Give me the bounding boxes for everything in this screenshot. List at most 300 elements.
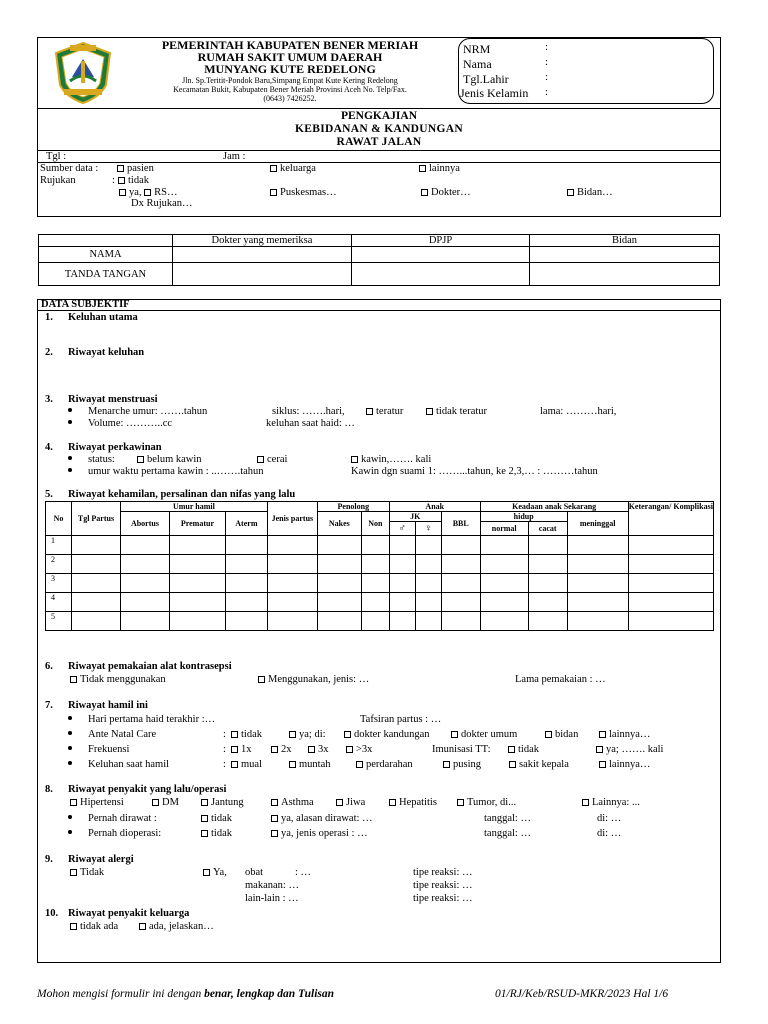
s2-title: Riwayat keluhan <box>68 347 145 358</box>
checkbox[interactable] <box>203 869 210 876</box>
th-jk: JK <box>389 512 441 522</box>
s6-lama: Lama pemakaian : … <box>515 674 606 685</box>
s8-opt-label: Jiwa <box>346 797 366 808</box>
s6-menggunakan-label: Menggunakan, jenis: … <box>268 674 370 685</box>
table-row <box>46 574 714 593</box>
checkbox[interactable] <box>443 761 450 768</box>
s7-anc-lain[interactable] <box>599 729 650 740</box>
s7-frek: Frekuensi <box>88 744 130 755</box>
table-cell[interactable] <box>441 536 480 555</box>
rujukan-bidan[interactable] <box>567 187 613 198</box>
table-cell[interactable] <box>361 593 389 612</box>
table-cell[interactable] <box>441 612 480 631</box>
s3-lama: lama: ………hari, <box>540 406 617 417</box>
table-cell[interactable] <box>71 612 120 631</box>
checkbox[interactable] <box>257 456 264 463</box>
table-cell[interactable] <box>225 555 267 574</box>
table-cell[interactable] <box>389 593 415 612</box>
checkbox[interactable] <box>346 746 353 753</box>
s7-tafsiran: Tafsiran partus : … <box>360 714 442 725</box>
table-row <box>46 593 714 612</box>
s9-tipe2: tipe reaksi: … <box>413 880 473 891</box>
table-cell[interactable] <box>317 536 361 555</box>
sumber-pasien-label: pasien <box>127 163 154 174</box>
sign-cell[interactable] <box>530 247 720 263</box>
checkbox[interactable] <box>567 189 574 196</box>
table-cell[interactable] <box>169 593 225 612</box>
s9-num: 9. <box>45 854 53 865</box>
table-cell[interactable] <box>528 536 567 555</box>
s4-cerai-label: cerai <box>267 454 288 465</box>
s7-kel-sep: : <box>223 759 226 770</box>
sign-row-ttd: TANDA TANGAN <box>39 263 173 286</box>
s7-lain[interactable] <box>599 759 650 770</box>
s8-opt-label: Asthma <box>281 797 314 808</box>
nrm-sep: : <box>545 41 549 53</box>
s8-dirawat-ya[interactable] <box>271 813 373 824</box>
sign-cell[interactable] <box>352 263 530 286</box>
table-cell[interactable] <box>225 574 267 593</box>
th-abortus: Abortus <box>120 512 169 536</box>
table-cell[interactable] <box>317 574 361 593</box>
table-cell[interactable] <box>169 536 225 555</box>
s7-anc-bidan[interactable] <box>545 729 578 740</box>
jam-label: Jam : <box>223 151 246 162</box>
s7-muntah-label: muntah <box>299 759 331 770</box>
rujukan-dokter[interactable] <box>421 187 471 198</box>
sign-cell[interactable] <box>173 263 352 286</box>
checkbox[interactable] <box>152 799 159 806</box>
footer-note-b: benar, lengkap dan Tulisan <box>204 988 335 1000</box>
sumber-keluarga[interactable] <box>270 163 316 174</box>
checkbox[interactable] <box>426 408 433 415</box>
s9-ya-label: Ya, <box>213 867 227 878</box>
table-cell[interactable] <box>267 612 317 631</box>
table-cell[interactable] <box>361 612 389 631</box>
s3-volume: Volume: ………..cc <box>88 418 173 429</box>
s7-imun-ya[interactable] <box>596 744 663 755</box>
table-row <box>46 536 714 555</box>
table-cell[interactable] <box>567 555 628 574</box>
table-cell[interactable] <box>415 612 441 631</box>
bullet <box>68 468 72 472</box>
s3-siklus: siklus: …….hari, <box>272 406 345 417</box>
row-no: 3 <box>46 574 72 593</box>
checkbox[interactable] <box>201 799 208 806</box>
checkbox[interactable] <box>258 676 265 683</box>
s8-tgl1: tanggal: … <box>484 813 531 824</box>
s8-operasi-ya[interactable] <box>271 828 368 839</box>
checkbox[interactable] <box>509 761 516 768</box>
s6-tidak[interactable] <box>70 674 166 685</box>
s7-anc-ya[interactable] <box>289 729 326 740</box>
table-cell[interactable] <box>120 536 169 555</box>
table-cell[interactable] <box>480 536 528 555</box>
th-meninggal: meninggal <box>567 512 628 536</box>
s7-num: 7. <box>45 700 53 711</box>
checkbox[interactable] <box>70 869 77 876</box>
s9-obat-sep: : … <box>295 867 312 878</box>
table-cell[interactable] <box>480 593 528 612</box>
checkbox[interactable] <box>70 799 77 806</box>
s8-bullet-1 <box>68 813 72 824</box>
s8-dirawat: Pernah dirawat : <box>88 813 157 824</box>
s7-anc-tidak[interactable] <box>231 729 262 740</box>
table-cell[interactable] <box>567 593 628 612</box>
row-no: 4 <box>46 593 72 612</box>
s7-mual[interactable] <box>231 759 262 770</box>
subjektif-title: DATA SUBJEKTIF <box>41 299 130 310</box>
table-cell[interactable] <box>225 612 267 631</box>
s7-imun: Imunisasi TT: <box>432 744 491 755</box>
s7-imun-tidak[interactable] <box>508 744 539 755</box>
s4-kawin[interactable] <box>351 454 431 465</box>
sign-header-dpjp: DPJP <box>352 235 530 247</box>
checkbox[interactable] <box>201 815 208 822</box>
table-cell[interactable] <box>480 574 528 593</box>
table-cell[interactable] <box>628 574 713 593</box>
s7-bullet-1 <box>68 714 72 725</box>
table-cell[interactable] <box>317 593 361 612</box>
s8-di1: di: … <box>597 813 622 824</box>
title-line-1: PENGKAJIAN <box>340 110 418 122</box>
checkbox[interactable] <box>508 746 515 753</box>
table-cell[interactable] <box>71 593 120 612</box>
table-cell[interactable] <box>361 555 389 574</box>
title-line-3: RAWAT JALAN <box>336 136 422 148</box>
rujukan-tidak[interactable] <box>118 175 149 186</box>
table-cell[interactable] <box>441 593 480 612</box>
s7-perd[interactable] <box>356 759 413 770</box>
rujukan-label: Rujukan <box>40 175 76 186</box>
table-cell[interactable] <box>528 593 567 612</box>
s7-f4-label: >3x <box>356 744 373 755</box>
header-line-3: MUNYANG KUTE REDELONG <box>204 62 376 76</box>
bullet <box>68 456 72 460</box>
s9-tidak[interactable] <box>70 867 104 878</box>
s7-kel: Keluhan saat hamil <box>88 759 170 770</box>
s7-bullet-2 <box>68 729 72 740</box>
rujukan-ya-label: ya, <box>129 187 142 198</box>
bullet <box>68 408 72 412</box>
s7-lain-label: lainnya… <box>609 759 651 770</box>
s7-anc-tidak-label: tidak <box>241 729 262 740</box>
checkbox[interactable] <box>270 165 277 172</box>
bullet <box>68 420 72 424</box>
s3-bullet-2 <box>68 418 72 429</box>
sumber-lainnya[interactable] <box>419 163 460 174</box>
s8-tgl2: tanggal: … <box>484 828 531 839</box>
s3-tidak-teratur-label: tidak teratur <box>436 406 488 417</box>
checkbox[interactable] <box>70 923 77 930</box>
table-cell[interactable] <box>480 555 528 574</box>
table-cell[interactable] <box>415 593 441 612</box>
table-cell[interactable] <box>441 574 480 593</box>
checkbox[interactable] <box>336 799 343 806</box>
checkbox[interactable] <box>344 731 351 738</box>
s8-lainnya[interactable] <box>582 797 640 808</box>
th-jenis-partus: Jenis partus <box>267 502 317 536</box>
s7-bullet-3 <box>68 744 72 755</box>
s2-num: 2. <box>45 347 53 358</box>
table-cell[interactable] <box>71 555 120 574</box>
s5-num: 5. <box>45 489 53 500</box>
s10-tidak[interactable] <box>70 921 118 932</box>
checkbox[interactable] <box>599 731 606 738</box>
table-cell[interactable] <box>415 555 441 574</box>
header-address-1: Jln. Sp.Teritit-Pondok Baru,Simpang Empat Kute Kering Redelong <box>182 76 398 85</box>
s7-anc-dk-label: dokter kandungan <box>354 729 430 740</box>
checkbox[interactable] <box>289 731 296 738</box>
table-cell[interactable] <box>361 536 389 555</box>
table-cell[interactable] <box>361 574 389 593</box>
table-cell[interactable] <box>71 536 120 555</box>
table-cell[interactable] <box>120 555 169 574</box>
s8-opt-label: Jantung <box>211 797 244 808</box>
checkbox[interactable] <box>70 676 77 683</box>
sign-cell[interactable] <box>530 263 720 286</box>
s7-imun-tidak-label: tidak <box>518 744 539 755</box>
th-tgl-partus: Tgl Partus <box>71 502 120 536</box>
s7-f1[interactable] <box>231 744 252 755</box>
table-cell[interactable] <box>628 536 713 555</box>
s4-kawin-label: kawin,……. kali <box>361 454 432 465</box>
checkbox[interactable] <box>582 799 589 806</box>
s4-bullet-2 <box>68 466 72 477</box>
s7-anc-dk[interactable] <box>344 729 430 740</box>
s4-suami: Kawin dgn suami 1: ……...tahun, ke 2,3,… : ………tahun <box>351 466 598 477</box>
checkbox[interactable] <box>139 923 146 930</box>
s7-anc-ya-label: ya; di: <box>299 729 326 740</box>
checkbox[interactable] <box>421 189 428 196</box>
checkbox[interactable] <box>289 761 296 768</box>
s8-dirawat-tidak-label: tidak <box>211 813 232 824</box>
table-cell[interactable] <box>628 593 713 612</box>
tgl-lahir-sep: : <box>545 71 549 83</box>
s3-num: 3. <box>45 394 53 405</box>
th-bbl: BBL <box>441 512 480 536</box>
s4-cerai[interactable] <box>257 454 287 465</box>
checkbox[interactable] <box>201 830 208 837</box>
checkbox[interactable] <box>271 815 278 822</box>
s8-num: 8. <box>45 784 53 795</box>
checkbox[interactable] <box>137 456 144 463</box>
s8-hepatitis[interactable] <box>389 797 437 808</box>
table-cell[interactable] <box>225 593 267 612</box>
checkbox[interactable] <box>451 731 458 738</box>
s8-asthma[interactable] <box>271 797 314 808</box>
th-keterangan: Keterangan/ Komplikasi <box>628 502 713 536</box>
hospital-logo <box>50 41 116 105</box>
th-umur-hamil: Umur hamil <box>120 502 267 512</box>
checkbox[interactable] <box>231 761 238 768</box>
th-prematur: Prematur <box>169 512 225 536</box>
table-cell[interactable] <box>317 555 361 574</box>
tgl-lahir-label: Tgl.Lahir <box>463 72 509 86</box>
s9-tipe3: tipe reaksi: … <box>413 893 473 904</box>
table-cell[interactable] <box>169 612 225 631</box>
s7-f2-label: 2x <box>281 744 292 755</box>
checkbox[interactable] <box>457 799 464 806</box>
s6-tidak-label: Tidak menggunakan <box>80 674 166 685</box>
rujukan-ya[interactable] <box>119 187 178 198</box>
nama-sep: : <box>545 56 549 68</box>
table-cell[interactable] <box>528 555 567 574</box>
th-hidup: hidup <box>480 512 567 522</box>
checkbox[interactable] <box>545 731 552 738</box>
table-cell[interactable] <box>480 612 528 631</box>
s8-dm[interactable] <box>152 797 179 808</box>
s4-num: 4. <box>45 442 53 453</box>
s10-ada[interactable] <box>139 921 214 932</box>
s4-belum[interactable] <box>137 454 202 465</box>
s3-tidak-teratur[interactable] <box>426 406 487 417</box>
checkbox[interactable] <box>119 189 126 196</box>
s8-opt-label: Tumor, di... <box>467 797 517 808</box>
checkbox[interactable] <box>117 165 124 172</box>
s8-jantung[interactable] <box>201 797 244 808</box>
s1-num: 1. <box>45 312 53 323</box>
table-cell[interactable] <box>567 574 628 593</box>
checkbox[interactable] <box>308 746 315 753</box>
table-cell[interactable] <box>267 593 317 612</box>
s7-f4[interactable] <box>346 744 372 755</box>
table-cell[interactable] <box>389 612 415 631</box>
table-cell[interactable] <box>169 555 225 574</box>
s9-ya[interactable] <box>203 867 227 878</box>
s4-umur: umur waktu pertama kawin : ..…….tahun <box>88 466 264 477</box>
s8-jiwa[interactable] <box>336 797 365 808</box>
dx-rujukan: Dx Rujukan… <box>131 198 193 209</box>
th-keadaan: Keadaan anak Sekarang <box>480 502 628 512</box>
s9-lain: lain-lain : … <box>245 893 299 904</box>
checkbox[interactable] <box>419 165 426 172</box>
s4-belum-label: belum kawin <box>147 454 202 465</box>
s3-teratur[interactable] <box>366 406 403 417</box>
rujukan-tidak-label: tidak <box>128 175 149 186</box>
sign-cell[interactable] <box>173 247 352 263</box>
checkbox[interactable] <box>270 189 277 196</box>
bullet <box>68 716 72 720</box>
checkbox[interactable] <box>271 830 278 837</box>
bullet <box>68 746 72 750</box>
table-cell[interactable] <box>389 555 415 574</box>
checkbox[interactable] <box>231 746 238 753</box>
checkbox[interactable] <box>118 177 125 184</box>
footer-form-code: 01/RJ/Keb/RSUD-MKR/2023 Hal 1/6 <box>495 988 669 1000</box>
sign-header-bidan: Bidan <box>530 235 720 247</box>
checkbox[interactable] <box>389 799 396 806</box>
s7-anc-du[interactable] <box>451 729 517 740</box>
s3-title: Riwayat menstruasi <box>68 394 158 405</box>
s7-imun-ya-label: ya; ……. kali <box>606 744 664 755</box>
checkbox[interactable] <box>599 761 606 768</box>
s9-tipe1: tipe reaksi: … <box>413 867 473 878</box>
s7-hpht: Hari pertama haid terakhir :… <box>88 714 216 725</box>
tgl-label: Tgl : <box>46 151 67 162</box>
s7-muntah[interactable] <box>289 759 331 770</box>
checkbox[interactable] <box>596 746 603 753</box>
table-cell[interactable] <box>567 612 628 631</box>
s10-title: Riwayat penyakit keluarga <box>68 908 190 919</box>
s9-tidak-label: Tidak <box>80 867 105 878</box>
table-cell[interactable] <box>267 555 317 574</box>
table-cell[interactable] <box>441 555 480 574</box>
s7-sakit[interactable] <box>509 759 569 770</box>
s8-opt-label: DM <box>162 797 179 808</box>
s8-title: Riwayat penyakit yang lalu/operasi <box>68 784 227 795</box>
table-cell[interactable] <box>225 536 267 555</box>
bullet <box>68 815 72 819</box>
table-cell[interactable] <box>528 574 567 593</box>
s7-f1-label: 1x <box>241 744 252 755</box>
th-male-icon: ♂ <box>389 522 415 536</box>
table-cell[interactable] <box>628 612 713 631</box>
table-cell[interactable] <box>528 612 567 631</box>
checkbox[interactable] <box>356 761 363 768</box>
s7-anc: Ante Natal Care <box>88 729 157 740</box>
s8-dirawat-tidak[interactable] <box>201 813 232 824</box>
checkbox[interactable] <box>271 799 278 806</box>
s6-menggunakan[interactable] <box>258 674 369 685</box>
bullet <box>68 731 72 735</box>
s7-f2[interactable] <box>271 744 292 755</box>
s10-tidak-label: tidak ada <box>80 921 119 932</box>
table-cell[interactable] <box>415 536 441 555</box>
sign-cell[interactable] <box>352 247 530 263</box>
checkbox[interactable] <box>366 408 373 415</box>
checkbox[interactable] <box>351 456 358 463</box>
rujukan-puskesmas[interactable] <box>270 187 337 198</box>
s9-makanan: makanan: … <box>245 880 299 891</box>
table-cell[interactable] <box>267 574 317 593</box>
s8-operasi-ya-label: ya, jenis operasi : … <box>281 828 368 839</box>
s8-bullet-2 <box>68 828 72 839</box>
table-cell[interactable] <box>120 574 169 593</box>
s7-frek-sep: : <box>223 744 226 755</box>
table-row <box>46 555 714 574</box>
checkbox[interactable] <box>271 746 278 753</box>
table-cell[interactable] <box>567 536 628 555</box>
bullet <box>68 761 72 765</box>
sumber-pasien[interactable] <box>117 163 154 174</box>
table-cell[interactable] <box>267 536 317 555</box>
table-cell[interactable] <box>389 536 415 555</box>
s8-hipertensi[interactable] <box>70 797 124 808</box>
s8-operasi-tidak[interactable] <box>201 828 232 839</box>
checkbox[interactable] <box>231 731 238 738</box>
checkbox[interactable] <box>144 189 151 196</box>
table-cell[interactable] <box>628 555 713 574</box>
s7-pusing-label: pusing <box>453 759 482 770</box>
s8-dirawat-ya-label: ya, alasan dirawat: … <box>281 813 373 824</box>
table-cell[interactable] <box>415 574 441 593</box>
th-cacat: cacat <box>528 522 567 536</box>
title-line-2: KEBIDANAN & KANDUNGAN <box>295 123 463 135</box>
table-cell[interactable] <box>71 574 120 593</box>
table-cell[interactable] <box>169 574 225 593</box>
s8-tumor[interactable] <box>457 797 516 808</box>
table-cell[interactable] <box>120 593 169 612</box>
table-cell[interactable] <box>120 612 169 631</box>
table-cell[interactable] <box>389 574 415 593</box>
row-no: 2 <box>46 555 72 574</box>
s3-bullet-1 <box>68 406 72 417</box>
th-aterm: Aterm <box>225 512 267 536</box>
table-cell[interactable] <box>317 612 361 631</box>
s7-pusing[interactable] <box>443 759 481 770</box>
s7-f3[interactable] <box>308 744 329 755</box>
